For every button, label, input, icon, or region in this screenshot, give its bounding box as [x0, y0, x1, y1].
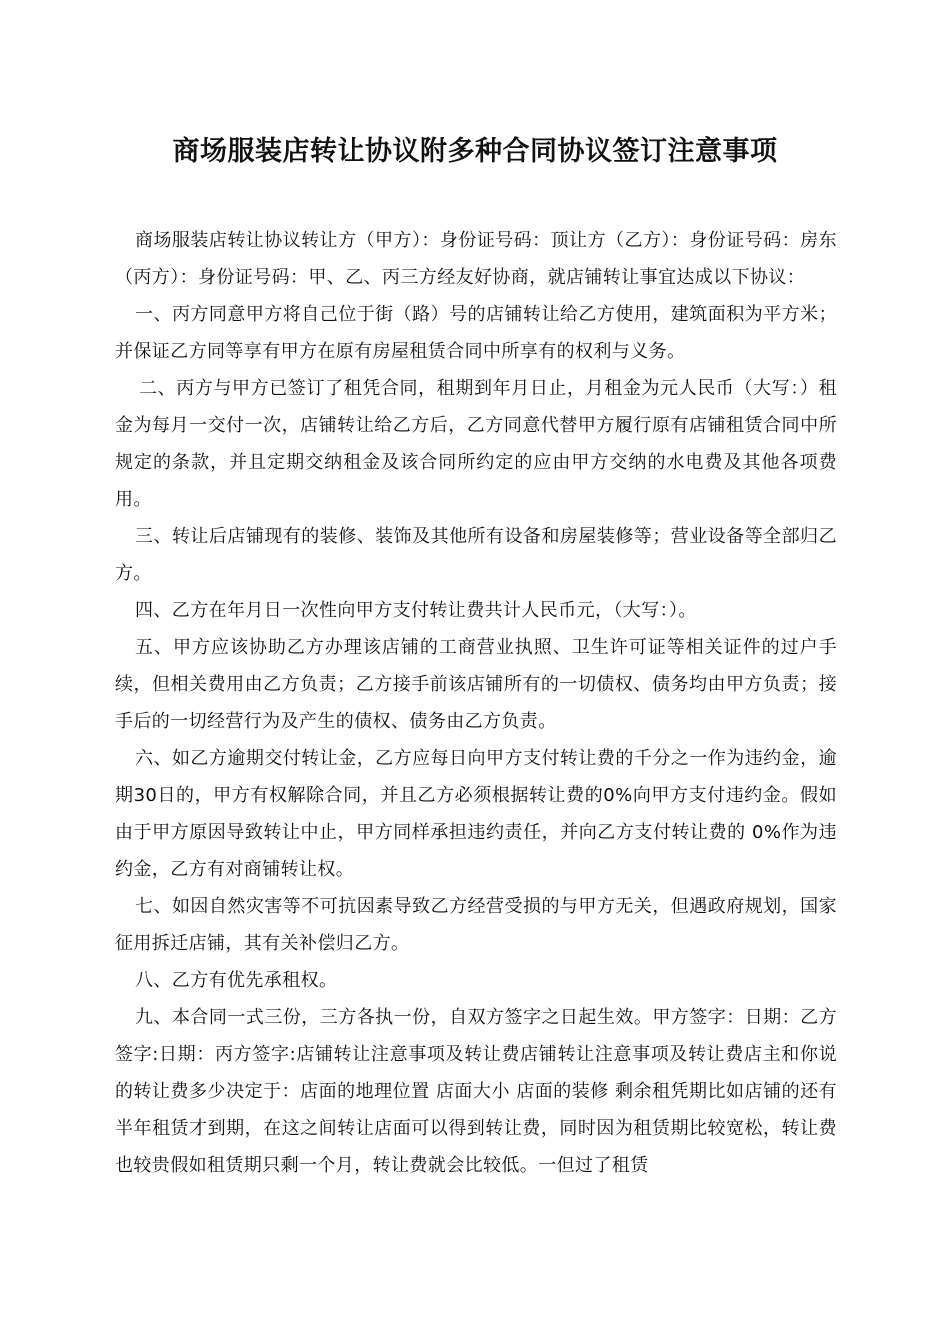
- paragraph-clause-8: 八、乙方有优先承租权。: [135, 970, 338, 991]
- paragraph-clause-5: 五、甲方应该协助乙方办理该店铺的工商营业执照、卫生许可证等相关证件的过户手续，但相关费用由乙方负责；乙方接手前该店铺所有的一切债权、债务均由甲方负责；接手后的一切经营行为及产生的债权、债务由乙方负责。: [115, 637, 837, 732]
- paragraph-clause-7: 七、如因自然灾害等不可抗因素导致乙方经营受损的与甲方无关，但遇政府规划，国家征用拆迁店铺，其有关补偿归乙方。: [115, 896, 837, 954]
- paragraph-clause-2: 二、丙方与甲方已签订了租凭合同，租期到年月日止，月租金为元人民币（大写：）租金为每月一交付一次，店铺转让给乙方后，乙方同意代替甲方履行原有店铺租赁合同中所规定的条款，并且定期交纳租金及该合同所约定的应由甲方交纳的水电费及其他各项费用。: [115, 378, 837, 510]
- document-body: [115, 222, 837, 1184]
- paragraph-clause-4: 四、乙方在年月日一次性向甲方支付转让费共计人民币元，（大写：）。: [135, 600, 697, 621]
- paragraph-clause-9: 九、本合同一式三份，三方各执一份，自双方签字之日起生效。甲方签字：日期：乙方签字:日期：丙方签字:店铺转让注意事项及转让费店铺转让注意事项及转让费店主和你说的转让费多少决定于：店面的地理位置 店面大小 店面的装修 剩余租凭期比如店铺的还有半年租赁才到期，在这之间转让店面可以得到转让费，同时因为租赁期比较宽松，转让费也较贵假如租赁期只剩一个月，转让费就会比较低。一但过了租赁: [115, 1007, 837, 1176]
- paragraph-clause-1: 一、丙方同意甲方将自己位于街（路）号的店铺转让给乙方使用，建筑面积为平方米；并保证乙方同等享有甲方在原有房屋租赁合同中所享有的权利与义务。: [115, 304, 837, 362]
- paragraph-intro: 商场服装店转让协议转让方（甲方）：身份证号码：顶让方（乙方）：身份证号码：房东（丙方）：身份证号码：甲、乙、丙三方经友好协商，就店铺转让事宜达成以下协议：: [115, 230, 837, 288]
- document-title: 商场服装店转让协议附多种合同协议签订注意事项: [172, 136, 778, 167]
- paragraph-clause-3: 三、转让后店铺现有的装修、装饰及其他所有设备和房屋装修等；营业设备等全部归乙方。: [115, 526, 837, 584]
- paragraph-clause-6: 六、如乙方逾期交付转让金，乙方应每日向甲方支付转让费的千分之一作为违约金，逾期30日的，甲方有权解除合同，并且乙方必须根据转让费的0%向甲方支付违约金。假如由于甲方原因导致转让中止，甲方同样承担违约责任，并向乙方支付转让费的 0%作为违约金，乙方有对商铺转让权。: [115, 748, 837, 880]
